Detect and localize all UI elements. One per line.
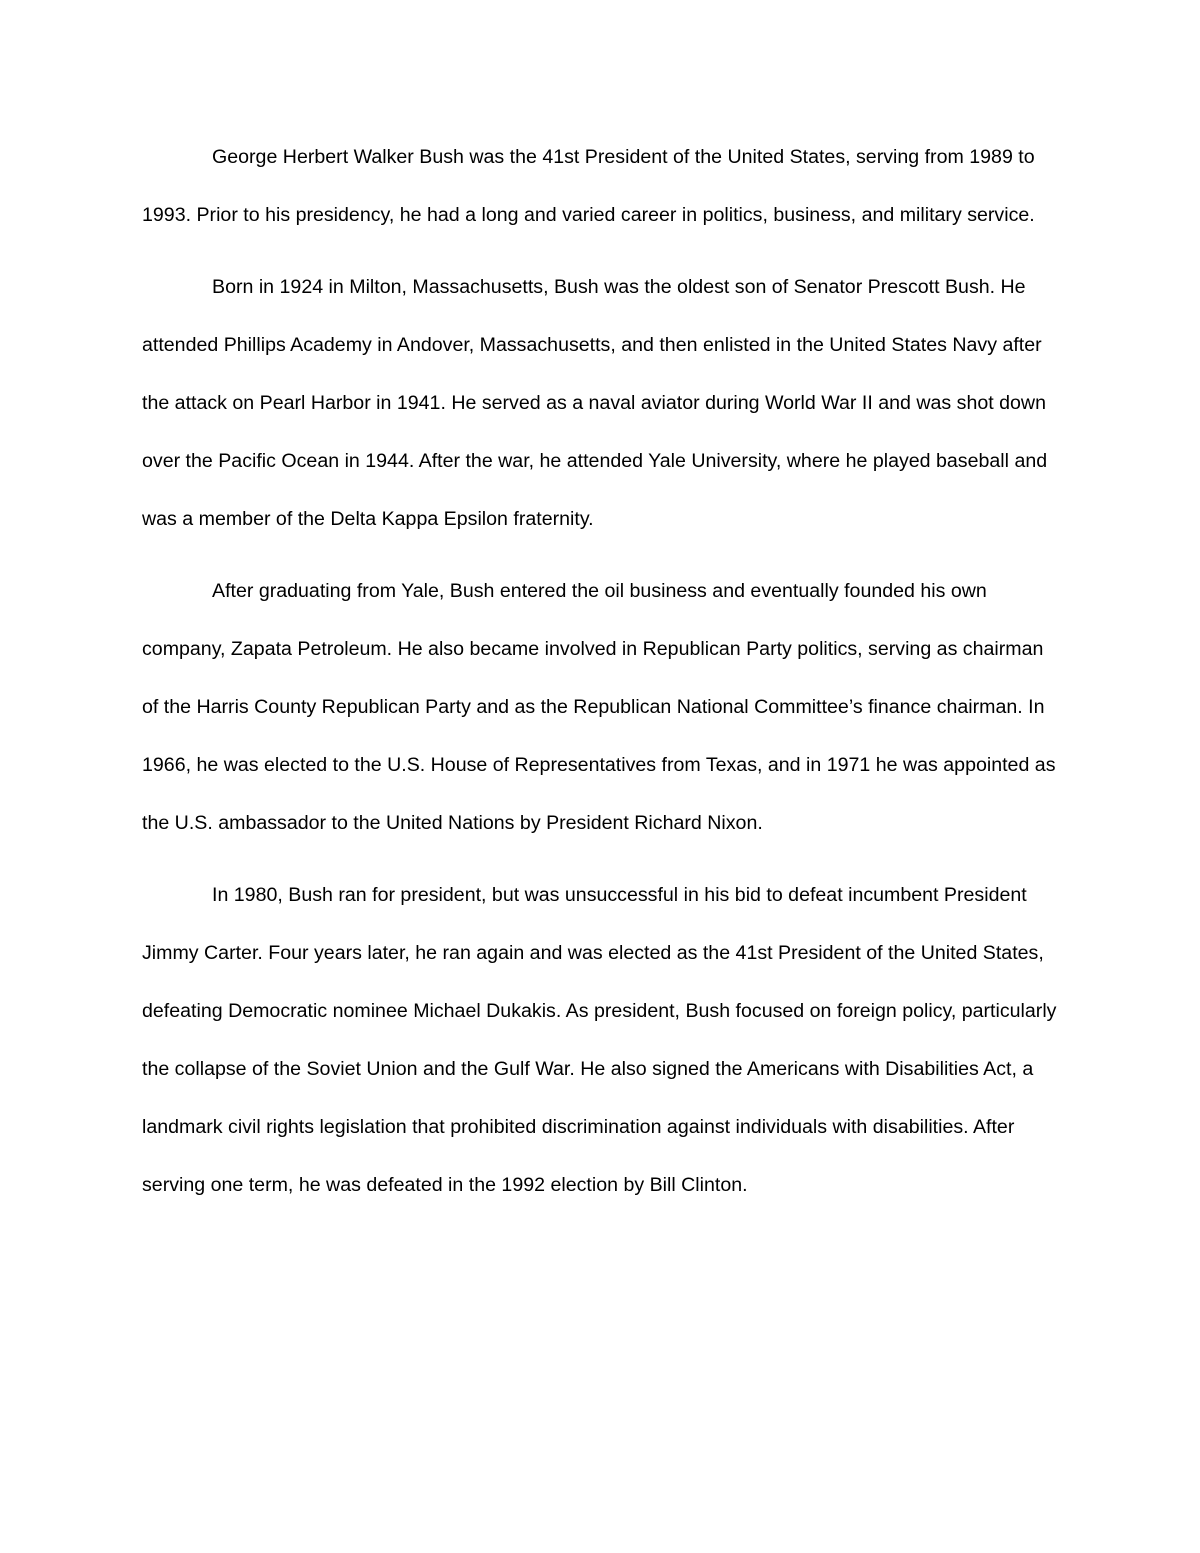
document-body bbox=[142, 128, 1057, 1228]
paragraph-2: Born in 1924 in Milton, Massachusetts, Bush was the oldest son of Senator Prescott Bush. He attended Phillips Academy in Andover, Massachusetts, and then enlisted in the United States Navy after the attack on Pearl Harbor in 1941. He served as a naval aviator during World War II and was shot down over the Pacific Ocean in 1944. After the war, he attended Yale University, where he played baseball and was a member of the Delta Kappa Epsilon fraternity. bbox=[142, 276, 1048, 530]
paragraph-4: In 1980, Bush ran for president, but was unsuccessful in his bid to defeat incumbent President Jimmy Carter. Four years later, he ran again and was elected as the 41st President of the United States, defeating Democratic nominee Michael Dukakis. As president, Bush focused on foreign policy, particularly the collapse of the Soviet Union and the Gulf War. He also signed the Americans with Disabilities Act, a landmark civil rights legislation that prohibited discrimination against individuals with disabilities. After serving one term, he was defeated in the 1992 election by Bill Clinton. bbox=[142, 884, 1057, 1196]
paragraph-3: After graduating from Yale, Bush entered the oil business and eventually founded his own company, Zapata Petroleum. He also became involved in Republican Party politics, serving as chairman of the Harris County Republican Party and as the Republican National Committee’s finance chairman. In 1966, he was elected to the U.S. House of Representatives from Texas, and in 1971 he was appointed as the U.S. ambassador to the United Nations by President Richard Nixon. bbox=[142, 580, 1056, 834]
paragraph-1: George Herbert Walker Bush was the 41st President of the United States, serving from 1989 to 1993. Prior to his presidency, he had a long and varied career in politics, business, and military service. bbox=[142, 146, 1035, 226]
